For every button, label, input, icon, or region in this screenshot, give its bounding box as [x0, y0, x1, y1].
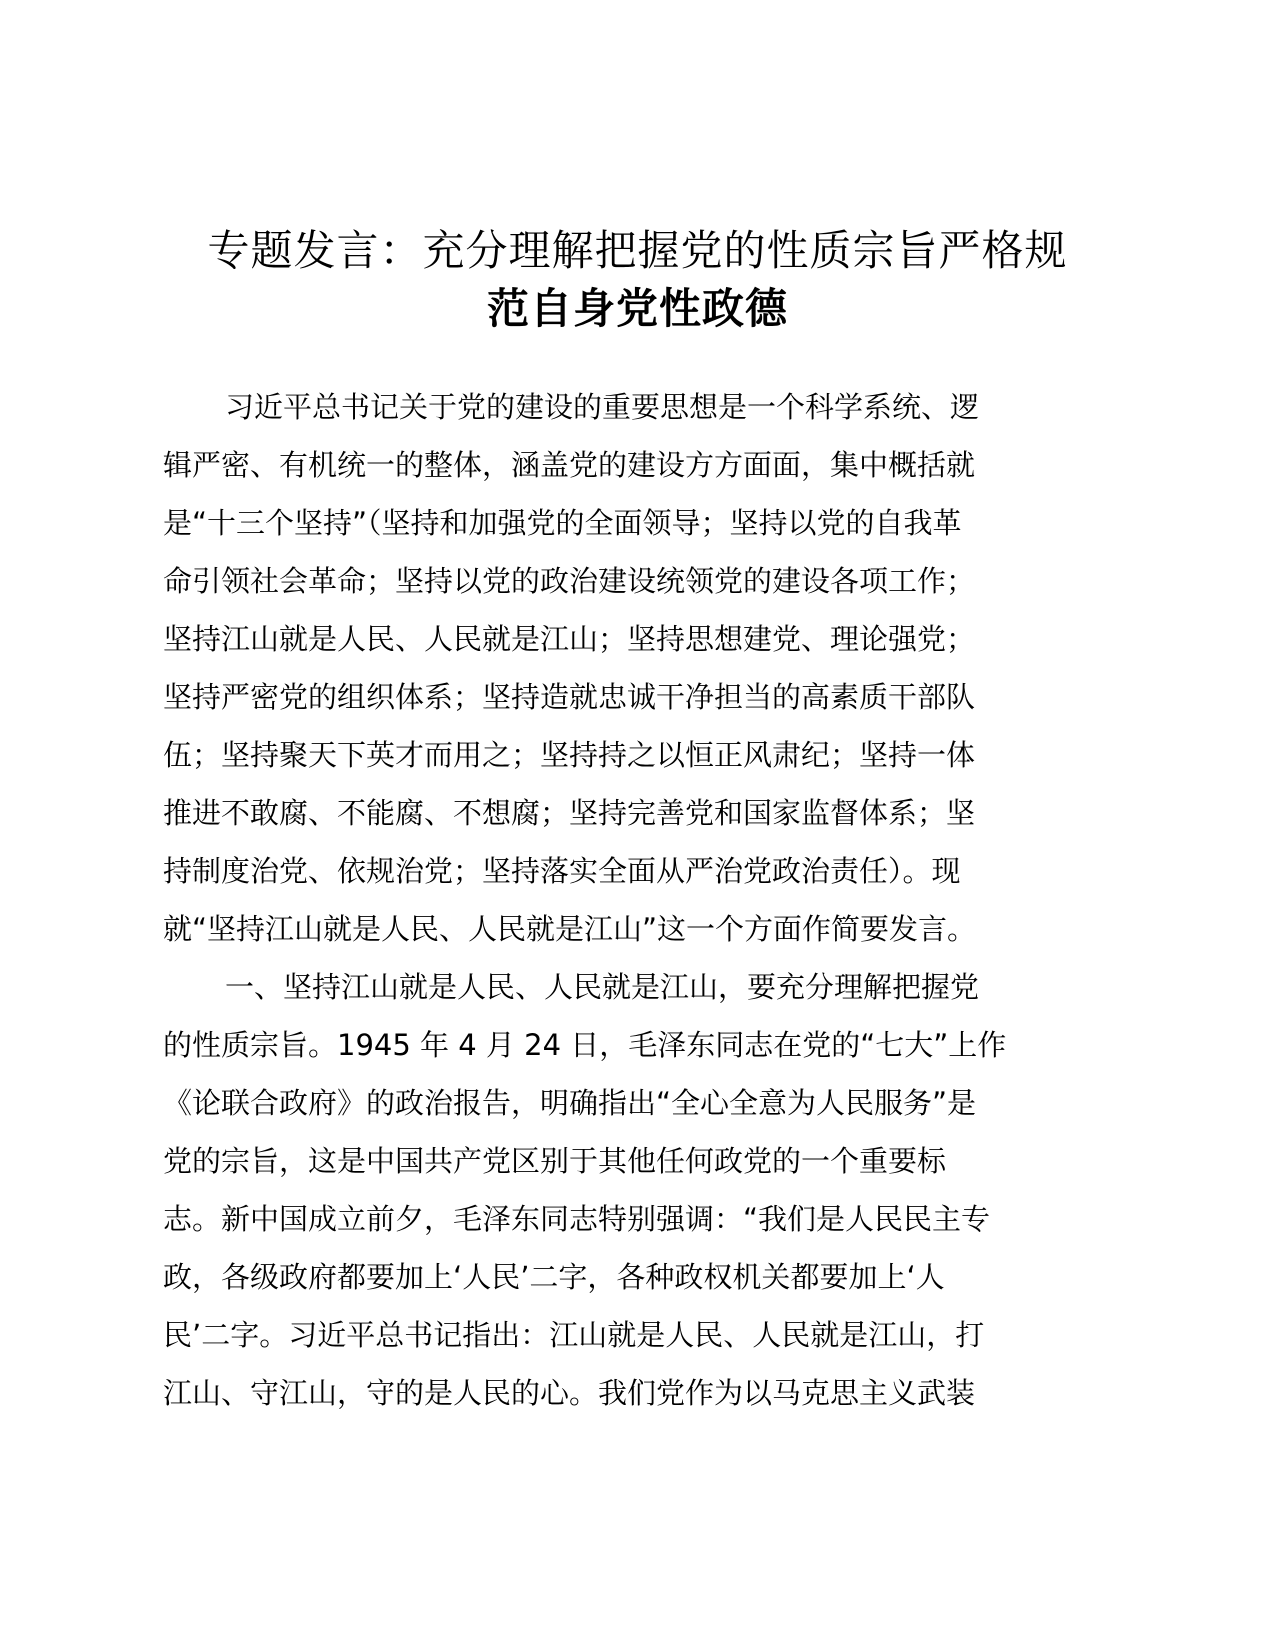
body-line: 党的宗旨，这是中国共产党区别于其他任何政党的一个重要标: [163, 1144, 947, 1178]
title-line-1: 专题发言：充分理解把握党的性质宗旨严格规: [207, 226, 1068, 275]
document-body: [163, 378, 1118, 1422]
body-line: 志。新中国成立前夕，毛泽东同志特别强调：“我们是人民民主专: [163, 1202, 991, 1236]
title-line-2: 范自身党性政德: [486, 284, 788, 333]
body-line: 民’二字。习近平总书记指出：江山就是人民、人民就是江山，打: [163, 1318, 985, 1352]
body-line: 推进不敢腐、不能腐、不想腐；坚持完善党和国家监督体系；坚: [163, 796, 976, 830]
body-line: 就“坚持江山就是人民、人民就是江山”这一个方面作简要发言。: [163, 912, 977, 946]
body-line: 是“十三个坚持”（坚持和加强党的全面领导；坚持以党的自我革: [163, 506, 962, 540]
section-heading-line: 一、坚持江山就是人民、人民就是江山，要充分理解把握党: [225, 970, 980, 1004]
body-line: 伍；坚持聚天下英才而用之；坚持持之以恒正风肃纪；坚持一体: [163, 738, 976, 772]
body-line: 持制度治党、依规治党；坚持落实全面从严治党政治责任）。现: [163, 854, 961, 888]
body-line: 习近平总书记关于党的建设的重要思想是一个科学系统、逻: [225, 390, 980, 424]
document-title: [160, 222, 1115, 338]
body-line: 的性质宗旨。1945 年 4 月 24 日，毛泽东同志在党的“七大”上作: [163, 1028, 1007, 1062]
body-line: 坚持严密党的组织体系；坚持造就忠诚干净担当的高素质干部队: [163, 680, 976, 714]
body-line: 江山、守江山，守的是人民的心。我们党作为以马克思主义武装: [163, 1376, 976, 1410]
body-line: 政，各级政府都要加上‘人民’二字，各种政权机关都要加上‘人: [163, 1260, 945, 1294]
body-line: 坚持江山就是人民、人民就是江山；坚持思想建党、理论强党；: [163, 622, 976, 656]
body-line: 命引领社会革命；坚持以党的政治建设统领党的建设各项工作；: [163, 564, 976, 598]
body-line: 辑严密、有机统一的整体，涵盖党的建设方方面面，集中概括就: [163, 448, 976, 482]
body-line: 《论联合政府》的政治报告，明确指出“全心全意为人民服务”是: [163, 1086, 977, 1120]
